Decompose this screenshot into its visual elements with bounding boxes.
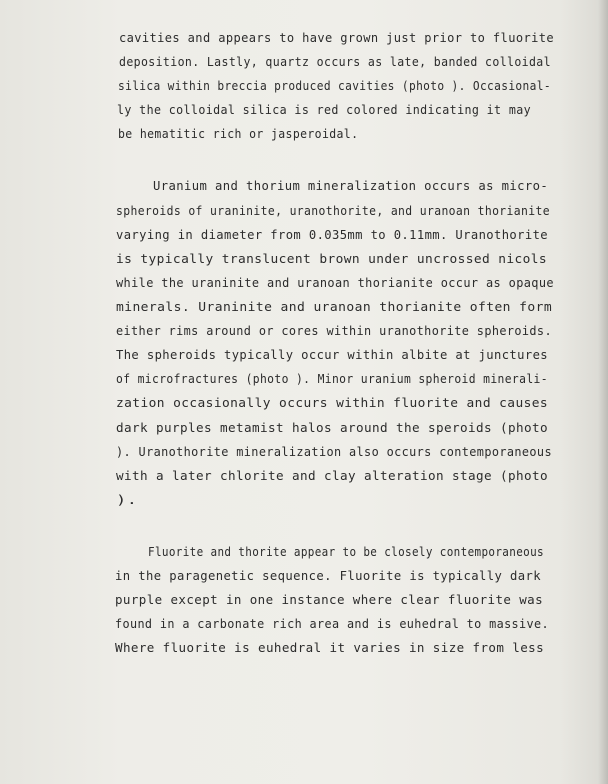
text-line: ).: [116, 492, 138, 507]
text-line: either rims around or cores within uranothorite spheroids.: [116, 323, 552, 338]
text-line: silica within breccia produced cavities (photo ). Occasional-: [118, 78, 551, 93]
text-line: spheroids of uraninite, uranothorite, and uranoan thorianite: [116, 203, 550, 218]
text-line: Where fluorite is euhedral it varies in size from less: [115, 640, 545, 655]
text-line: Uranium and thorium mineralization occurs as micro-: [153, 178, 549, 193]
text-line: while the uraninite and uranoan thorianite occur as opaque: [116, 275, 554, 290]
text-line: of microfractures (photo ). Minor uranium spheroid minerali-: [116, 371, 548, 386]
text-line: cavities and appears to have grown just prior to fluorite: [119, 30, 554, 45]
text-line: deposition. Lastly, quartz occurs as late, banded colloidal: [119, 54, 551, 69]
text-line: be hematitic rich or jasperoidal.: [118, 126, 359, 141]
text-line: in the paragenetic sequence. Fluorite is typically dark: [115, 568, 542, 583]
text-line: Fluorite and thorite appear to be closely contemporaneous: [148, 544, 544, 559]
text-line: The spheroids typically occur within albite at junctures: [116, 347, 548, 362]
text-line: minerals. Uraninite and uranoan thorianite often form: [116, 299, 553, 314]
text-line: is typically translucent brown under uncrossed nicols: [116, 251, 548, 266]
text-line: found in a carbonate rich area and is euhedral to massive.: [115, 616, 549, 631]
text-line: varying in diameter from 0.035mm to 0.11mm. Uranothorite: [116, 227, 548, 242]
scan-edge-shadow: [598, 0, 608, 784]
text-line: ). Uranothorite mineralization also occurs contemporaneous: [116, 444, 552, 459]
text-line: ly the colloidal silica is red colored indicating it may: [117, 102, 531, 117]
text-line: purple except in one instance where clear fluorite was: [115, 592, 544, 607]
text-line: dark purples metamist halos around the speroids (photo: [116, 420, 549, 435]
text-line: with a later chlorite and clay alteration stage (photo: [116, 468, 549, 483]
text-line: zation occasionally occurs within fluorite and causes: [116, 395, 549, 410]
